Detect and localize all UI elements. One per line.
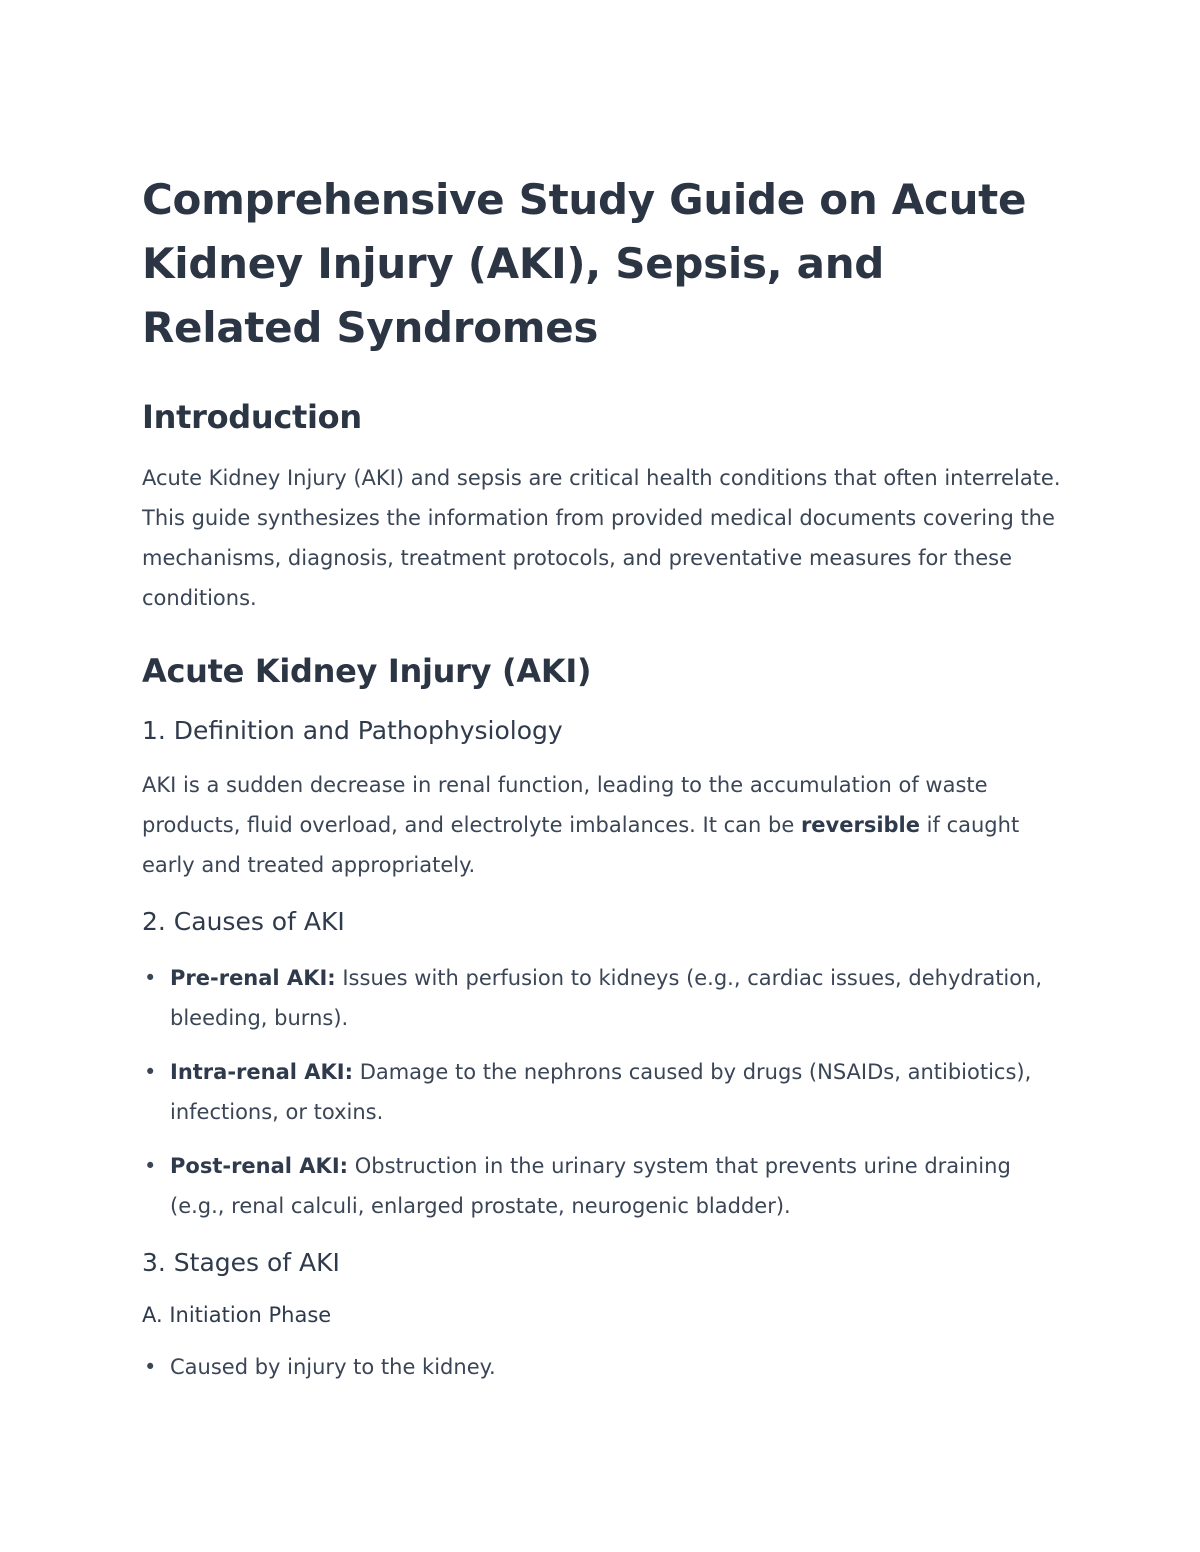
causes-heading: 2. Causes of AKI (142, 907, 345, 936)
aki-section-heading: Acute Kidney Injury (AKI) (142, 652, 592, 690)
cause-term: Post-renal AKI: (170, 1154, 349, 1178)
definition-text-bold: reversible (800, 813, 920, 837)
list-item (142, 1347, 1062, 1387)
initiation-item-text: Caused by injury to the kidney. (170, 1355, 496, 1379)
initiation-list (142, 1347, 1062, 1387)
introduction-heading: Introduction (142, 398, 362, 436)
bullet-icon: • (144, 1355, 157, 1379)
cause-text: Obstruction in the urinary system that prevents urine draining (e.g., renal calculi, enlarged prostate, neurogenic bladder). (170, 1154, 1011, 1218)
introduction-paragraph: Acute Kidney Injury (AKI) and sepsis are critical health conditions that often interrelate. This guide synthesizes the information from provided medical documents covering the mechanisms, diagnosis, treatment protocols, and preventative measures for these conditions. (142, 466, 1061, 610)
cause-term: Pre-renal AKI: (170, 966, 336, 990)
list-item (142, 1146, 1062, 1226)
definition-text-after: if caught early and treated appropriately. (142, 813, 1020, 877)
document-title: Comprehensive Study Guide on Acute Kidney Injury (AKI), Sepsis, and Related Syndromes (142, 175, 1027, 352)
list-item (142, 1052, 1062, 1132)
definition-heading: 1. Definition and Pathophysiology (142, 716, 563, 745)
bullet-icon: • (144, 1060, 157, 1084)
stages-heading: 3. Stages of AKI (142, 1248, 340, 1277)
causes-list (142, 958, 1062, 1226)
list-item (142, 958, 1062, 1038)
cause-text: Damage to the nephrons caused by drugs (NSAIDs, antibiotics), infections, or toxins. (170, 1060, 1032, 1124)
bullet-icon: • (144, 966, 157, 990)
bullet-icon: • (144, 1154, 157, 1178)
cause-term: Intra-renal AKI: (170, 1060, 354, 1084)
cause-text: Issues with perfusion to kidneys (e.g., cardiac issues, dehydration, bleeding, burns). (170, 966, 1043, 1030)
document-page (142, 168, 1062, 1387)
initiation-phase-heading: A. Initiation Phase (142, 1303, 332, 1327)
definition-paragraph (142, 765, 1062, 885)
definition-text-before: AKI is a sudden decrease in renal function, leading to the accumulation of waste products, fluid overload, and electrolyte imbalances. It can be (142, 773, 988, 837)
